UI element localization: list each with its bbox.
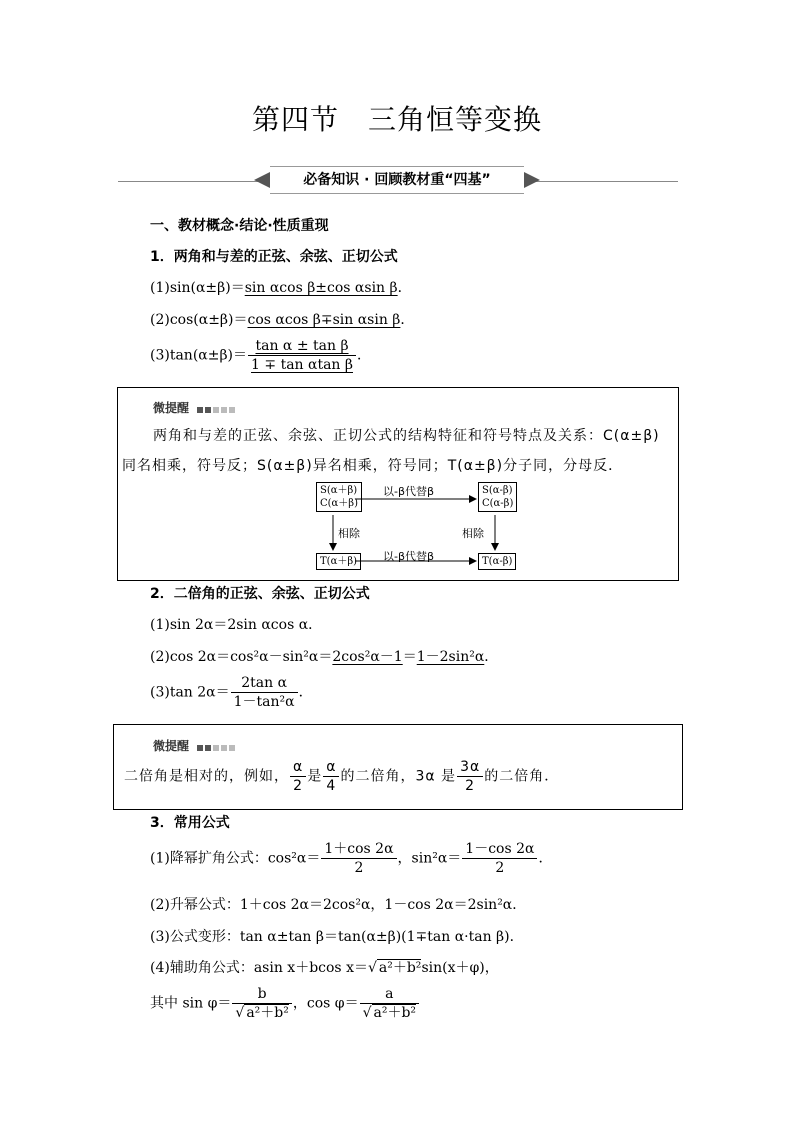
item2-heading: 2．二倍角的正弦、余弦、正切公式 — [150, 586, 370, 602]
diagram-label-left: 相除 — [338, 527, 360, 540]
banner-left-arrow — [254, 172, 270, 188]
tip2-frac-a-over-4: $\frac{\alpha}{4}$ — [323, 758, 339, 795]
tip2-text: 二倍角是相对的，例如， $\frac{\alpha}{2}$ 是 $\frac{\alpha}{4}$ 的二倍角，3α 是 $\frac{3\alpha}{2}$ 的二倍角． — [124, 759, 560, 794]
formula-tan-sum: (3)tan(α±β)＝ $\frac{\text{tan α ± tan β}}{\text{1 ∓ tan αtan β}}$ ． — [150, 338, 371, 373]
formula-sin-sum: (1)sin(α±β)＝sin αcos β±cos αsin β． — [150, 280, 412, 296]
tan-sum-fraction: $\frac{\text{tan α ± tan β}}{\text{1 ∓ tan αtan β}}$ — [248, 337, 356, 374]
diagram-label-top: 以-β代替β — [383, 485, 435, 498]
section-heading: 一、教材概念·结论·性质重现 — [150, 218, 329, 234]
banner-right-arrow — [524, 172, 540, 188]
tip1-header: 微提醒 — [153, 399, 237, 416]
formula-power-raise: (2)升幂公式：1＋cos 2α＝2cos²α，1－cos 2α＝2sin²α． — [150, 897, 527, 913]
item1-heading: 1．两角和与差的正弦、余弦、正切公式 — [150, 249, 398, 265]
cos-sq-fraction: $\frac{1+\cos 2\alpha}{2}$ — [321, 840, 396, 877]
diagram-label-right: 相除 — [462, 527, 484, 540]
diagram-node-t-minus: T(α-β) — [478, 553, 516, 570]
tip2-header: 微提醒 — [153, 737, 237, 754]
item3-heading: 3．常用公式 — [150, 815, 230, 831]
sin-phi-fraction: $\frac{b}{\text{√ a²＋b²}}$ — [232, 985, 291, 1022]
section-banner: 必备知识 · 回顾教材重“四基” — [270, 166, 524, 194]
formula-auxiliary-angle: (4)辅助角公式：asin x＋bcos x＝√ a²＋b²sin(x＋φ)， — [150, 960, 499, 976]
answer-sin-sum: sin αcos β±cos αsin β — [244, 280, 398, 296]
cos-phi-fraction: $\frac{a}{\text{√ a²＋b²}}$ — [360, 985, 419, 1022]
page-title: 第四节 三角恒等变换 — [251, 103, 542, 136]
tip2-frac-a-over-2: $\frac{\alpha}{2}$ — [290, 758, 306, 795]
answer-cos-double-b: 1－2sin²α — [416, 649, 485, 665]
formula-tan-transform: (3)公式变形：tan α±tan β＝tan(α±β)(1∓tan α·tan β)． — [150, 929, 524, 945]
answer-cos-double-a: 2cos²α－1 — [332, 649, 403, 665]
tip2-frac-3a-over-2: $\frac{3\alpha}{2}$ — [457, 758, 483, 795]
diagram-node-t-plus: T(α＋β) — [316, 553, 361, 570]
tan-double-fraction: $\frac{\text{2tan α}}{\text{1－tan²α}}$ — [231, 674, 298, 711]
formula-power-reduction: (1)降幂扩角公式：cos²α＝ $\frac{1+\cos 2\alpha}{2}$ ，sin²α＝ $\frac{1-\cos 2\alpha}{2}$ ． — [150, 841, 553, 876]
answer-cos-sum: cos αcos β∓sin αsin β — [247, 312, 401, 328]
tip2-dots-icon — [197, 740, 237, 754]
tip1-dots-icon — [197, 402, 237, 416]
diagram-node-sc-plus: S(α＋β) C(α＋β) — [316, 482, 362, 512]
formula-sin-double: (1)sin 2α＝2sin αcos α． — [150, 617, 323, 633]
sin-sq-fraction: $\frac{1-\cos 2\alpha}{2}$ — [462, 840, 537, 877]
formula-phi-definition: 其中 sin φ＝ $\frac{b}{\text{√ a²＋b²}}$ ，cos φ＝ $\frac{a}{\text{√ a²＋b²}}$ — [150, 985, 420, 1022]
tip1-line1: 两角和与差的正弦、余弦、正切公式的结构特征和符号特点及关系：C(α±β) — [153, 428, 660, 444]
tip1-line2: 同名相乘，符号反；S(α±β)异名相乘，符号同；T(α±β)分子同，分母反． — [122, 458, 624, 474]
formula-cos-sum: (2)cos(α±β)＝cos αcos β∓sin αsin β． — [150, 312, 415, 328]
formula-cos-double: (2)cos 2α＝cos²α－sin²α＝2cos²α－1＝1－2sin²α． — [150, 649, 499, 665]
formula-tan-double: (3)tan 2α＝ $\frac{\text{2tan α}}{\text{1－tan²α}}$ ． — [150, 675, 313, 710]
diagram-label-bottom: 以-β代替β — [383, 550, 435, 563]
diagram-node-sc-minus: S(α-β) C(α-β) — [478, 482, 517, 512]
